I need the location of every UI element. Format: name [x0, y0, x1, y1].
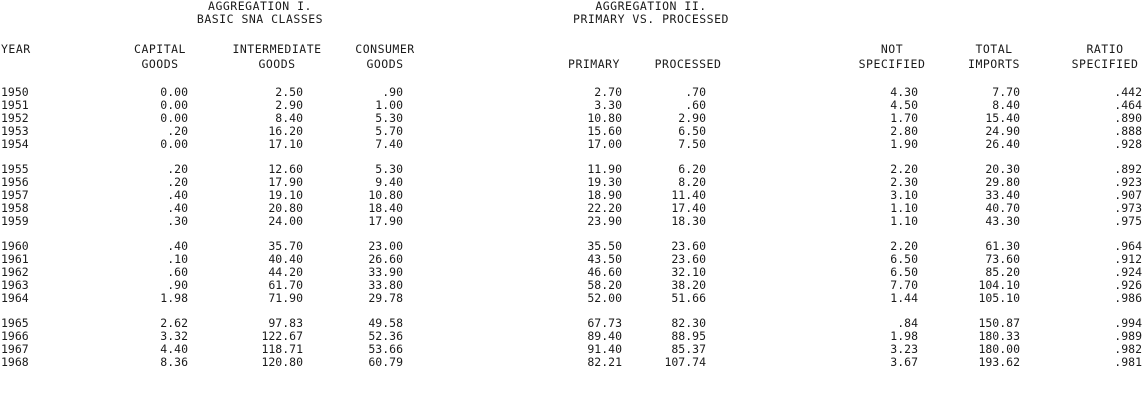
consumer-goods-header-line2: GOODS [366, 57, 404, 71]
capital-goods-cell: .90 [167, 277, 188, 292]
consumer-goods-cell: 49.58 [368, 315, 403, 330]
processed-cell: 38.20 [671, 277, 706, 292]
ratio-specified-cell: .890 [1114, 111, 1142, 126]
processed-cell: 88.95 [671, 328, 706, 343]
total-imports-cell: 61.30 [985, 238, 1020, 253]
total-imports-cell: 15.40 [985, 111, 1020, 126]
year-cell: 1955 [1, 161, 29, 176]
year-cell: 1963 [1, 277, 29, 292]
ratio-specified-cell: .928 [1114, 137, 1142, 152]
primary-cell: 58.20 [587, 277, 622, 292]
not-specified-cell: 4.50 [890, 98, 918, 113]
intermediate-goods-header-line1: INTERMEDIATE [232, 42, 322, 56]
capital-goods-cell: 0.00 [160, 111, 188, 126]
ratio-specified-cell: .973 [1114, 201, 1142, 215]
total-imports-cell: 7.70 [992, 85, 1020, 99]
not-specified-cell: 2.20 [890, 161, 918, 176]
processed-cell: 8.20 [678, 174, 706, 189]
capital-goods-cell: .60 [167, 264, 188, 279]
not-specified-cell: 6.50 [890, 251, 918, 266]
not-specified-cell: 2.30 [890, 174, 918, 189]
primary-cell: 89.40 [587, 328, 622, 343]
capital-goods-cell: 0.00 [160, 137, 188, 152]
processed-cell: .70 [685, 85, 706, 99]
consumer-goods-cell: 5.70 [375, 124, 403, 139]
intermediate-goods-cell: 97.83 [268, 315, 303, 330]
processed-cell: 2.90 [678, 111, 706, 126]
consumer-goods-cell: 17.90 [368, 214, 403, 229]
consumer-goods-cell: 23.00 [368, 238, 403, 253]
year-cell: 1956 [1, 174, 29, 189]
ratio-specified-header-line1: RATIO [1086, 42, 1124, 56]
not-specified-cell: .84 [897, 315, 918, 330]
aggregation-2-subtitle: PRIMARY VS. PROCESSED [573, 12, 729, 26]
not-specified-cell: 6.50 [890, 264, 918, 279]
intermediate-goods-cell: 118.71 [261, 341, 303, 356]
primary-cell: 52.00 [587, 290, 622, 305]
year-cell: 1967 [1, 341, 29, 356]
not-specified-cell: 1.44 [890, 290, 918, 305]
not-specified-cell: 7.70 [890, 277, 918, 292]
capital-goods-cell: 1.98 [160, 290, 188, 305]
capital-goods-cell: .40 [167, 201, 188, 215]
consumer-goods-cell: 33.90 [368, 264, 403, 279]
ratio-specified-cell: .912 [1114, 251, 1142, 266]
intermediate-goods-cell: 16.20 [268, 124, 303, 139]
intermediate-goods-cell: 20.80 [268, 201, 303, 215]
not-specified-cell: 3.23 [890, 341, 918, 356]
ratio-specified-cell: .994 [1114, 315, 1142, 330]
capital-goods-cell: .40 [167, 238, 188, 253]
year-cell: 1958 [1, 201, 29, 215]
aggregation-1-title: AGGREGATION I. [208, 0, 312, 13]
primary-cell: 11.90 [587, 161, 622, 176]
total-imports-cell: 105.10 [978, 290, 1020, 305]
not-specified-cell: 1.10 [890, 214, 918, 229]
total-imports-cell: 40.70 [985, 201, 1020, 215]
year-cell: 1965 [1, 315, 29, 330]
consumer-goods-header-line1: CONSUMER [355, 42, 415, 56]
ratio-specified-header-line2: SPECIFIED [1071, 57, 1139, 71]
total-imports-cell: 43.30 [985, 214, 1020, 229]
intermediate-goods-cell: 120.80 [261, 354, 303, 369]
capital-goods-cell: .20 [167, 174, 188, 189]
capital-goods-cell: 0.00 [160, 98, 188, 113]
capital-goods-cell: 0.00 [160, 85, 188, 99]
processed-cell: 6.50 [678, 124, 706, 139]
total-imports-header-line1: TOTAL [975, 42, 1013, 56]
intermediate-goods-cell: 17.10 [268, 137, 303, 152]
primary-cell: 22.20 [587, 201, 622, 215]
intermediate-goods-cell: 71.90 [268, 290, 303, 305]
ratio-specified-cell: .888 [1114, 124, 1142, 139]
year-cell: 1959 [1, 214, 29, 229]
consumer-goods-cell: 18.40 [368, 201, 403, 215]
ratio-specified-cell: .964 [1114, 238, 1142, 253]
primary-cell: 19.30 [587, 174, 622, 189]
ratio-specified-cell: .981 [1114, 354, 1142, 369]
primary-cell: 10.80 [587, 111, 622, 126]
primary-cell: 91.40 [587, 341, 622, 356]
processed-cell: 18.30 [671, 214, 706, 229]
capital-goods-cell: .30 [167, 214, 188, 229]
primary-cell: 82.21 [587, 354, 622, 369]
primary-cell: 67.73 [587, 315, 622, 330]
intermediate-goods-cell: 2.90 [275, 98, 303, 113]
aggregation-1-subtitle: BASIC SNA CLASSES [196, 12, 324, 26]
year-cell: 1954 [1, 137, 29, 152]
capital-goods-cell: .20 [167, 161, 188, 176]
ratio-specified-cell: .924 [1114, 264, 1142, 279]
consumer-goods-cell: 52.36 [368, 328, 403, 343]
total-imports-cell: 26.40 [985, 137, 1020, 152]
not-specified-cell: 1.70 [890, 111, 918, 126]
capital-goods-header-line2: GOODS [141, 57, 179, 71]
consumer-goods-cell: 53.66 [368, 341, 403, 356]
intermediate-goods-cell: 24.00 [268, 214, 303, 229]
processed-header: PROCESSED [654, 57, 722, 71]
not-specified-cell: 4.30 [890, 85, 918, 99]
year-header: YEAR [1, 42, 31, 56]
year-cell: 1966 [1, 328, 29, 343]
intermediate-goods-cell: 17.90 [268, 174, 303, 189]
intermediate-goods-cell: 40.40 [268, 251, 303, 266]
intermediate-goods-cell: 19.10 [268, 187, 303, 202]
total-imports-cell: 104.10 [978, 277, 1020, 292]
ratio-specified-cell: .464 [1114, 98, 1142, 113]
processed-cell: 11.40 [671, 187, 706, 202]
primary-cell: 23.90 [587, 214, 622, 229]
primary-header: PRIMARY [568, 57, 620, 71]
ratio-specified-cell: .989 [1114, 328, 1142, 343]
not-specified-cell: 2.20 [890, 238, 918, 253]
year-cell: 1953 [1, 124, 29, 139]
processed-cell: 23.60 [671, 251, 706, 266]
aggregation-2-title: AGGREGATION II. [595, 0, 707, 13]
intermediate-goods-cell: 44.20 [268, 264, 303, 279]
processed-cell: 23.60 [671, 238, 706, 253]
ratio-specified-cell: .926 [1114, 277, 1142, 292]
total-imports-cell: 180.33 [978, 328, 1020, 343]
intermediate-goods-cell: 12.60 [268, 161, 303, 176]
primary-cell: 3.30 [594, 98, 622, 113]
processed-cell: 7.50 [678, 137, 706, 152]
intermediate-goods-cell: 2.50 [275, 85, 303, 99]
year-cell: 1964 [1, 290, 29, 305]
primary-cell: 46.60 [587, 264, 622, 279]
consumer-goods-cell: 60.79 [368, 354, 403, 369]
not-specified-cell: 1.90 [890, 137, 918, 152]
processed-cell: 17.40 [671, 201, 706, 215]
processed-cell: 107.74 [664, 354, 706, 369]
intermediate-goods-header-line2: GOODS [258, 57, 296, 71]
capital-goods-cell: 3.32 [160, 328, 188, 343]
intermediate-goods-cell: 35.70 [268, 238, 303, 253]
not-specified-header-line1: NOT [880, 42, 904, 56]
total-imports-cell: 150.87 [978, 315, 1020, 330]
consumer-goods-cell: .90 [382, 85, 403, 99]
year-cell: 1962 [1, 264, 29, 279]
not-specified-cell: 1.10 [890, 201, 918, 215]
total-imports-cell: 85.20 [985, 264, 1020, 279]
intermediate-goods-cell: 8.40 [275, 111, 303, 126]
total-imports-cell: 24.90 [985, 124, 1020, 139]
not-specified-cell: 3.67 [890, 354, 918, 369]
total-imports-cell: 180.00 [978, 341, 1020, 356]
year-cell: 1968 [1, 354, 29, 369]
total-imports-cell: 73.60 [985, 251, 1020, 266]
total-imports-cell: 33.40 [985, 187, 1020, 202]
capital-goods-cell: 4.40 [160, 341, 188, 356]
ratio-specified-cell: .975 [1114, 214, 1142, 229]
year-cell: 1950 [1, 85, 29, 99]
year-cell: 1952 [1, 111, 29, 126]
intermediate-goods-cell: 122.67 [261, 328, 303, 343]
year-cell: 1960 [1, 238, 29, 253]
consumer-goods-cell: 1.00 [375, 98, 403, 113]
processed-cell: 6.20 [678, 161, 706, 176]
total-imports-header-line2: IMPORTS [968, 57, 1020, 71]
ratio-specified-cell: .892 [1114, 161, 1142, 176]
consumer-goods-cell: 7.40 [375, 137, 403, 152]
consumer-goods-cell: 33.80 [368, 277, 403, 292]
consumer-goods-cell: 26.60 [368, 251, 403, 266]
capital-goods-cell: .40 [167, 187, 188, 202]
not-specified-cell: 1.98 [890, 328, 918, 343]
ratio-specified-cell: .907 [1114, 187, 1142, 202]
total-imports-cell: 20.30 [985, 161, 1020, 176]
capital-goods-cell: 8.36 [160, 354, 188, 369]
capital-goods-cell: 2.62 [160, 315, 188, 330]
primary-cell: 2.70 [594, 85, 622, 99]
year-cell: 1951 [1, 98, 29, 113]
consumer-goods-cell: 9.40 [375, 174, 403, 189]
processed-cell: 51.66 [671, 290, 706, 305]
year-cell: 1957 [1, 187, 29, 202]
intermediate-goods-cell: 61.70 [268, 277, 303, 292]
total-imports-cell: 8.40 [992, 98, 1020, 113]
consumer-goods-cell: 10.80 [368, 187, 403, 202]
year-cell: 1961 [1, 251, 29, 266]
primary-cell: 35.50 [587, 238, 622, 253]
not-specified-cell: 2.80 [890, 124, 918, 139]
ratio-specified-cell: .923 [1114, 174, 1142, 189]
processed-cell: 85.37 [671, 341, 706, 356]
ratio-specified-cell: .982 [1114, 341, 1142, 356]
consumer-goods-cell: 5.30 [375, 161, 403, 176]
primary-cell: 43.50 [587, 251, 622, 266]
total-imports-cell: 29.80 [985, 174, 1020, 189]
capital-goods-cell: .10 [167, 251, 188, 266]
primary-cell: 17.00 [587, 137, 622, 152]
primary-cell: 18.90 [587, 187, 622, 202]
consumer-goods-cell: 5.30 [375, 111, 403, 126]
processed-cell: 32.10 [671, 264, 706, 279]
consumer-goods-cell: 29.78 [368, 290, 403, 305]
primary-cell: 15.60 [587, 124, 622, 139]
not-specified-cell: 3.10 [890, 187, 918, 202]
processed-cell: 82.30 [671, 315, 706, 330]
not-specified-header-line2: SPECIFIED [858, 57, 926, 71]
ratio-specified-cell: .442 [1114, 85, 1142, 99]
total-imports-cell: 193.62 [978, 354, 1020, 369]
capital-goods-header-line1: CAPITAL [134, 42, 186, 56]
capital-goods-cell: .20 [167, 124, 188, 139]
ratio-specified-cell: .986 [1114, 290, 1142, 305]
processed-cell: .60 [685, 98, 706, 113]
